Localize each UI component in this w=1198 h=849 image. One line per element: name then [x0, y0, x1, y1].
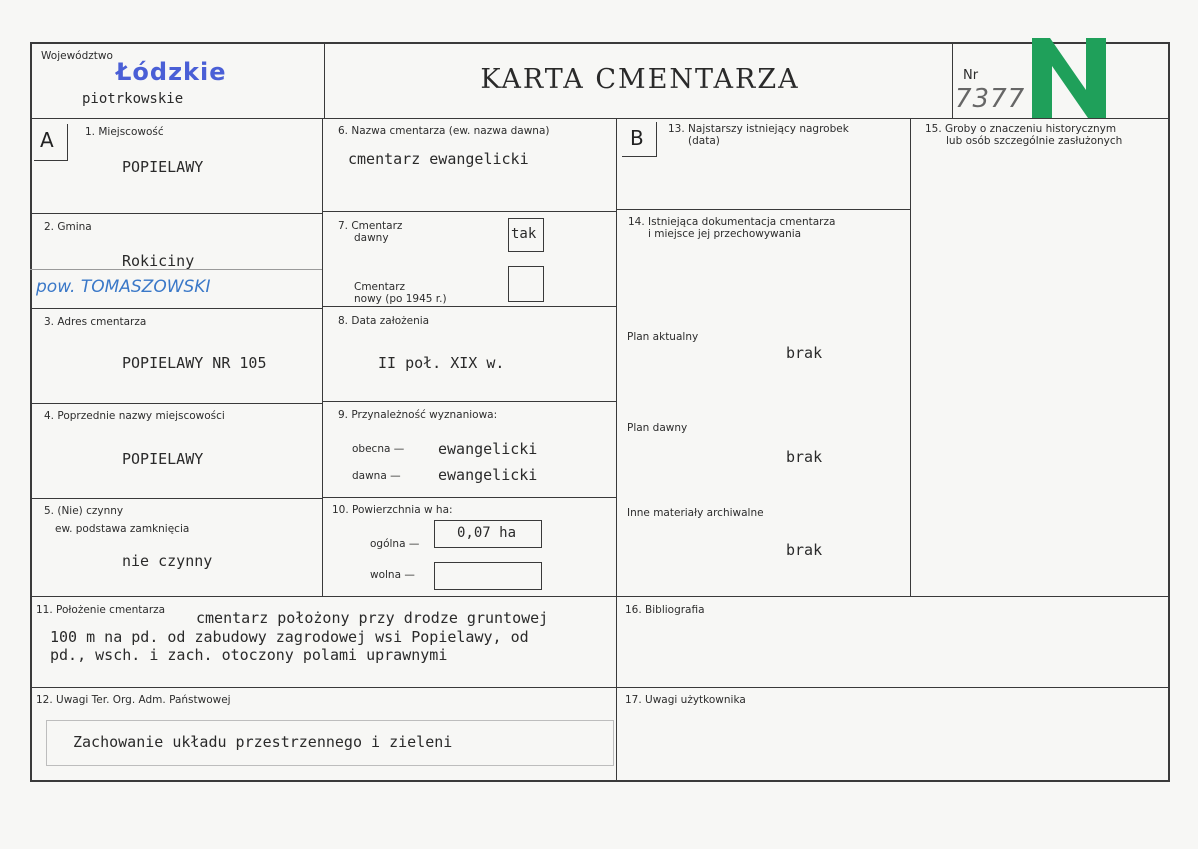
- section-a-bar: [34, 160, 68, 161]
- field-3-label: 3. Adres cmentarza: [44, 316, 147, 328]
- section-a-marker: A: [40, 128, 54, 152]
- field-7-dawny-box[interactable]: [508, 218, 544, 252]
- wojewodztwo-stamp: Łódzkie: [116, 58, 227, 86]
- field-9-obecna-label: obecna —: [352, 443, 405, 455]
- field-2-pow-handwritten: pow. TOMASZOWSKI: [36, 277, 211, 297]
- row-line: [30, 687, 1170, 688]
- row-line: [30, 213, 322, 214]
- field-12-label: 12. Uwagi Ter. Org. Adm. Państwowej: [36, 694, 231, 706]
- plan-dawny-value: brak: [786, 448, 823, 466]
- row-line: [322, 401, 616, 402]
- header-divider: [30, 118, 1170, 119]
- field-8-label: 8. Data założenia: [338, 315, 430, 327]
- row-line: [616, 209, 910, 210]
- field-1-value: POPIELAWY: [122, 158, 204, 176]
- section-b-bar: [656, 122, 657, 156]
- field-9-obecna-value: ewangelicki: [438, 440, 538, 458]
- header-divider-right: [952, 42, 953, 118]
- row-line: [322, 211, 616, 212]
- field-17-label: 17. Uwagi użytkownika: [625, 694, 746, 706]
- field-2-value: Rokiciny: [122, 252, 195, 270]
- row-line: [30, 308, 322, 309]
- field-15-sublabel: lub osób szczególnie zasłużonych: [946, 135, 1123, 147]
- field-10-wolna-box[interactable]: [434, 562, 542, 590]
- inne-materialy-value: brak: [786, 541, 823, 559]
- field-5-label: 5. (Nie) czynny: [44, 505, 124, 517]
- row-line: [30, 498, 322, 499]
- col-divider-1: [322, 118, 323, 596]
- field-7-dawny-value: tak: [511, 226, 537, 242]
- field-8-value: II poł. XIX w.: [378, 354, 505, 372]
- field-16-label: 16. Bibliografia: [625, 604, 705, 616]
- field-5-value: nie czynny: [122, 552, 213, 570]
- green-n-mark-icon: [1030, 38, 1110, 118]
- field-6-value: cmentarz ewangelicki: [348, 150, 529, 168]
- row-line: [30, 596, 1170, 597]
- row-line: [322, 306, 616, 307]
- field-12-value: Zachowanie układu przestrzennego i zieleni: [73, 733, 453, 751]
- wojewodztwo-old: piotrkowskie: [82, 91, 184, 107]
- field-10-ogolna-box[interactable]: [434, 520, 542, 548]
- field-10-ogolna-value: 0,07 ha: [457, 525, 517, 541]
- page-title: KARTA CMENTARZA: [480, 64, 800, 95]
- field-11-label: 11. Położenie cmentarza: [36, 604, 166, 616]
- field-10-ogolna-label: ogólna —: [370, 538, 420, 550]
- field-5-sublabel: ew. podstawa zamknięcia: [55, 523, 190, 535]
- field-7-nowy-box[interactable]: [508, 266, 544, 302]
- row-line: [322, 497, 616, 498]
- field-15-label: 15. Groby o znaczeniu historycznym: [925, 123, 1117, 135]
- header-divider-left: [324, 42, 325, 118]
- col-divider-2: [616, 118, 617, 782]
- plan-aktualny-value: brak: [786, 344, 823, 362]
- field-1-label: 1. Miejscowość: [85, 126, 164, 138]
- inne-materialy-label: Inne materiały archiwalne: [627, 507, 764, 519]
- field-7-nowy-sublabel: nowy (po 1945 r.): [354, 293, 447, 305]
- field-14-sublabel: i miejsce jej przechowywania: [648, 228, 802, 240]
- section-b-bar: [622, 156, 657, 157]
- wojewodztwo-label: Województwo: [41, 50, 113, 62]
- field-2-label: 2. Gmina: [44, 221, 92, 233]
- section-a-bar: [67, 124, 68, 160]
- field-7-nowy-label: Cmentarz: [354, 281, 406, 293]
- field-7-dawny-label: dawny: [354, 232, 389, 244]
- field-13-sublabel: (data): [688, 135, 720, 147]
- field-2-underline: [30, 269, 322, 270]
- field-9-dawna-value: ewangelicki: [438, 466, 538, 484]
- field-6-label: 6. Nazwa cmentarza (ew. nazwa dawna): [338, 125, 550, 137]
- field-3-value: POPIELAWY NR 105: [122, 354, 267, 372]
- field-14-label: 14. Istniejąca dokumentacja cmentarza: [628, 216, 836, 228]
- row-line: [30, 403, 322, 404]
- nr-label: Nr: [963, 68, 979, 83]
- field-9-dawna-label: dawna —: [352, 470, 401, 482]
- plan-aktualny-label: Plan aktualny: [627, 331, 699, 343]
- field-4-label: 4. Poprzednie nazwy miejscowości: [44, 410, 225, 422]
- field-11-line3: pd., wsch. i zach. otoczony polami uprawnymi: [50, 646, 448, 664]
- field-9-label: 9. Przynależność wyznaniowa:: [338, 409, 498, 421]
- field-7-label: 7. Cmentarz: [338, 220, 403, 232]
- nr-value: 7377: [955, 84, 1026, 114]
- plan-dawny-label: Plan dawny: [627, 422, 688, 434]
- field-4-value: POPIELAWY: [122, 450, 204, 468]
- field-11-line1: cmentarz położony przy drodze gruntowej: [196, 609, 549, 627]
- field-10-label: 10. Powierzchnia w ha:: [332, 504, 453, 516]
- field-10-wolna-label: wolna —: [370, 569, 415, 581]
- field-13-label: 13. Najstarszy istniejący nagrobek: [668, 123, 849, 135]
- field-11-line2: 100 m na pd. od zabudowy zagrodowej wsi Popielawy, od: [50, 628, 529, 646]
- section-b-marker: B: [630, 126, 644, 150]
- col-divider-3: [910, 118, 911, 596]
